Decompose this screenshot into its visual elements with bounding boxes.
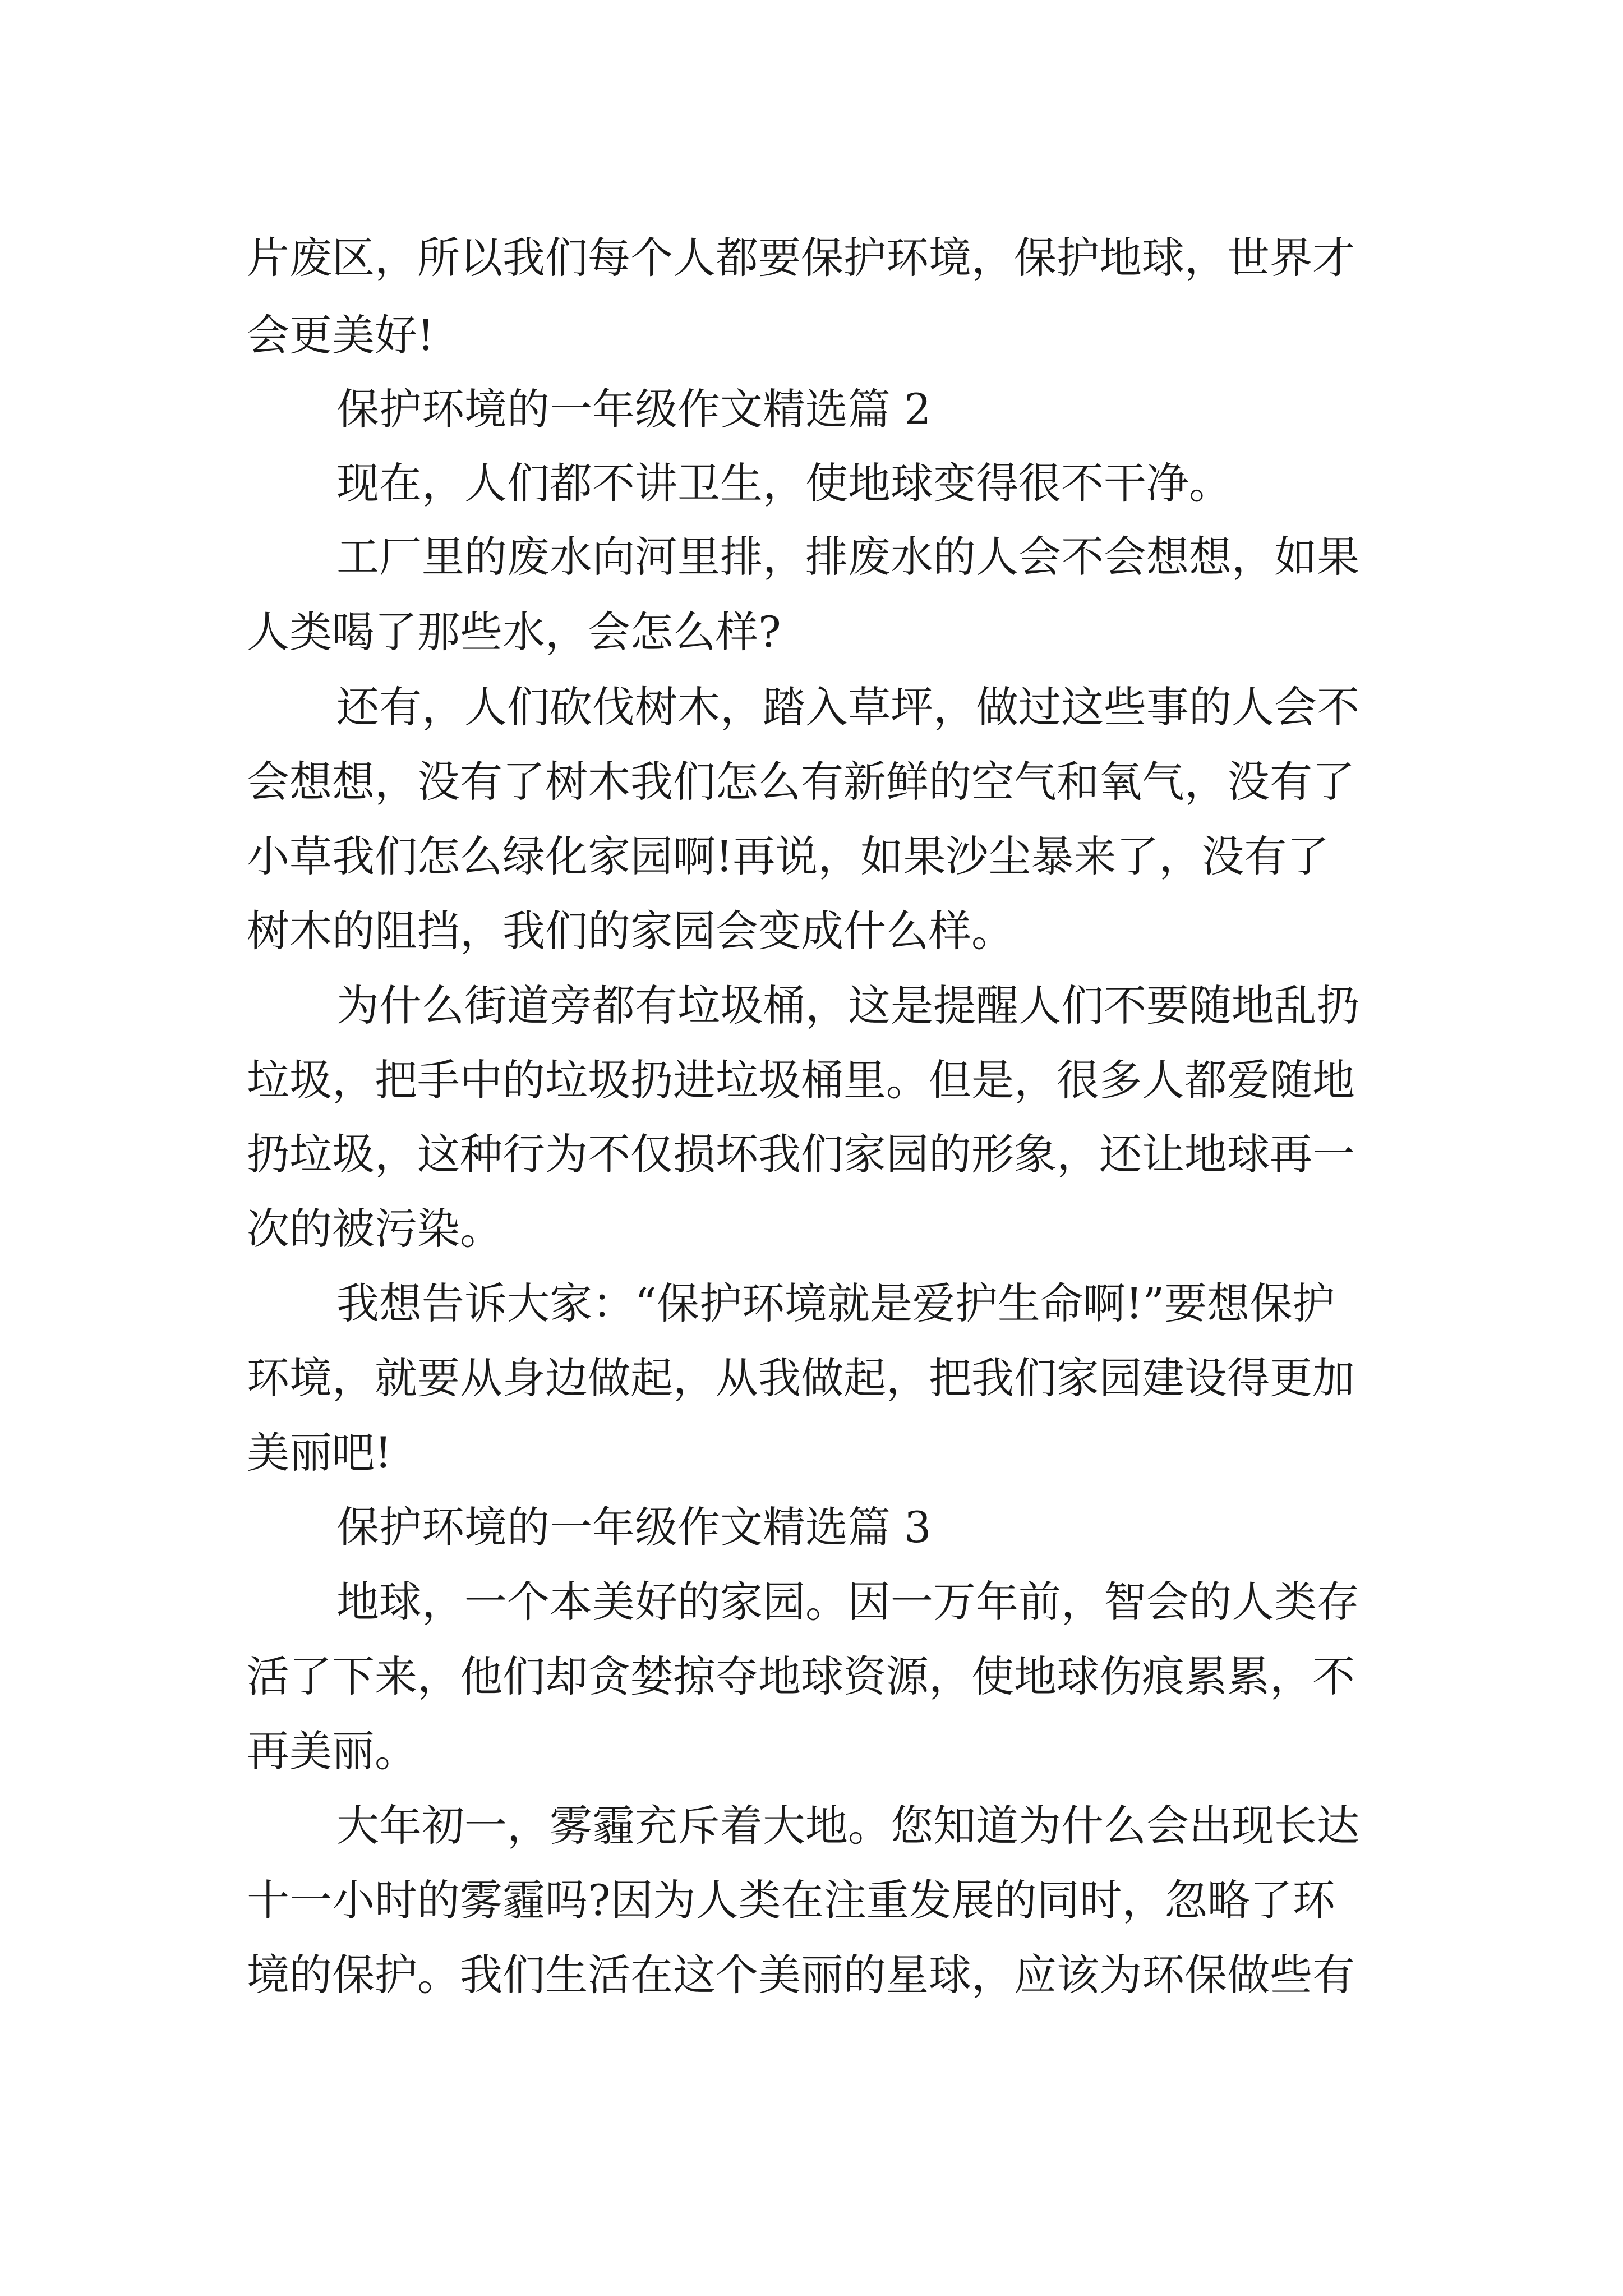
- text-line: 片废区，所以我们每个人都要保护环境，保护地球，世界才: [247, 233, 1355, 283]
- text-line: 现在，人们都不讲卫生，使地球变得很不干净。: [336, 458, 1232, 508]
- section-heading: 保护环境的一年级作文精选篇 2: [336, 384, 932, 434]
- text-line: 活了下来，他们却贪婪掠夺地球资源，使地球伤痕累累，不: [247, 1651, 1355, 1701]
- text-line: 十一小时的雾霾吗?因为人类在注重发展的同时，忽略了环: [247, 1875, 1335, 1925]
- text-line: 环境，就要从身边做起，从我做起，把我们家园建设得更加: [247, 1353, 1355, 1403]
- text-line: 地球，一个本美好的家园。因一万年前，智会的人类存: [336, 1577, 1359, 1627]
- text-line: 会想想，没有了树木我们怎么有新鲜的空气和氧气，没有了: [247, 757, 1355, 807]
- text-line: 境的保护。我们生活在这个美丽的星球，应该为环保做些有: [247, 1950, 1355, 2000]
- text-line: 还有，人们砍伐树木，踏入草坪，做过这些事的人会不: [336, 682, 1359, 732]
- text-line: 次的被污染。: [247, 1204, 502, 1254]
- text-line: 树木的阻挡，我们的家园会变成什么样。: [247, 906, 1014, 956]
- text-line: 为什么街道旁都有垃圾桶，这是提醒人们不要随地乱扔: [336, 981, 1359, 1030]
- text-line: 小草我们怎么绿化家园啊!再说，如果沙尘暴来了，没有了: [247, 831, 1330, 881]
- text-line: 再美丽。: [247, 1726, 417, 1776]
- text-line: 扔垃圾，这种行为不仅损坏我们家园的形象，还让地球再一: [247, 1129, 1355, 1179]
- text-line: 我想告诉大家：“保护环境就是爱护生命啊!”要想保护: [336, 1278, 1335, 1328]
- section-heading: 保护环境的一年级作文精选篇 3: [336, 1502, 932, 1552]
- text-line: 垃圾，把手中的垃圾扔进垃圾桶里。但是，很多人都爱随地: [247, 1055, 1355, 1105]
- text-line: 人类喝了那些水，会怎么样?: [247, 607, 781, 657]
- text-line: 美丽吧!: [247, 1428, 392, 1478]
- text-line: 大年初一，雾霾充斥着大地。您知道为什么会出现长达: [336, 1801, 1359, 1851]
- text-line: 会更美好!: [247, 310, 435, 360]
- text-line: 工厂里的废水向河里排，排废水的人会不会想想，如果: [336, 532, 1359, 582]
